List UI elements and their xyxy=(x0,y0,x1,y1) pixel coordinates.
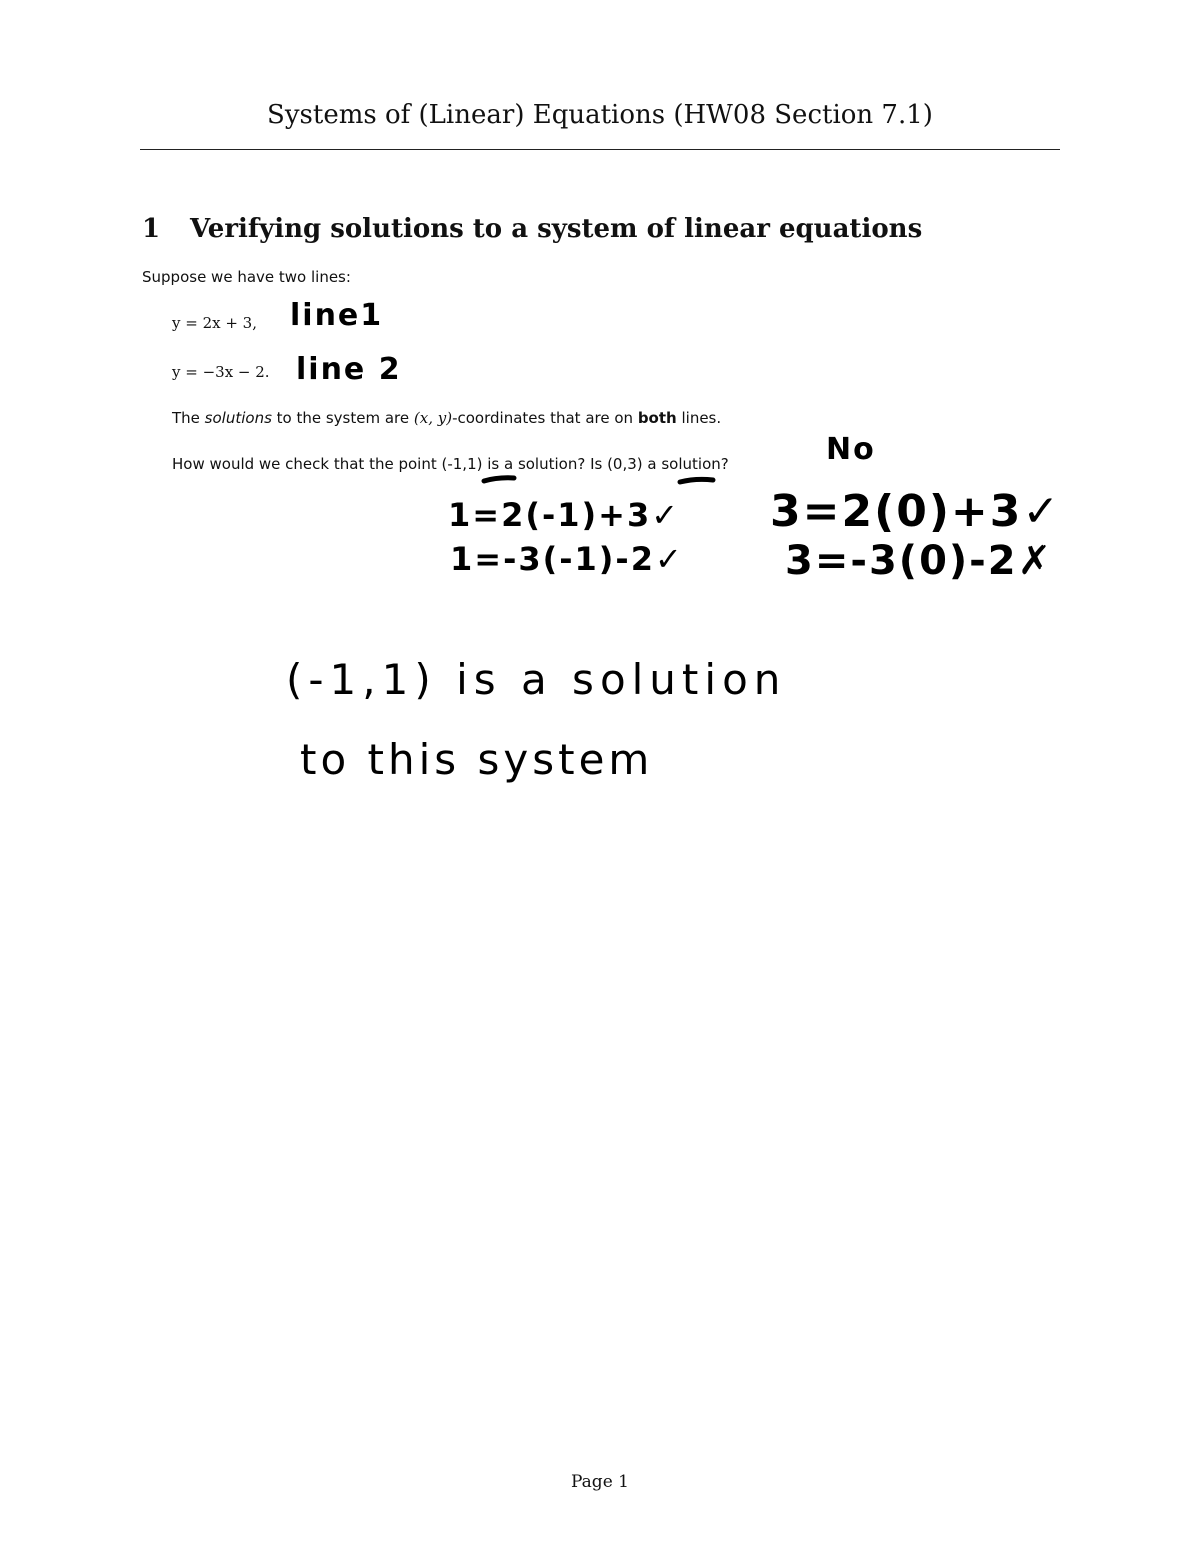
handwritten-check-a-1: 1=2(-1)+3✓ xyxy=(448,496,681,534)
handwritten-check-a-2: 1=-3(-1)-2✓ xyxy=(450,540,684,578)
page-header: Systems of (Linear) Equations (HW08 Section 7.1) xyxy=(267,100,933,130)
equation-line-2: y = −3x − 2. xyxy=(172,363,270,381)
section-number: 1 xyxy=(142,214,161,244)
underline-point-a xyxy=(484,478,514,481)
underline-point-b xyxy=(680,479,713,482)
solutions-def-em: solutions xyxy=(204,409,272,427)
solutions-def-end: lines. xyxy=(676,409,722,427)
solutions-def-after: -coordinates that are on xyxy=(452,409,638,427)
page-footer: Page 1 xyxy=(571,1472,629,1492)
intro-text: Suppose we have two lines: xyxy=(142,268,351,286)
solutions-def-mid: to the system are xyxy=(271,409,414,427)
solutions-def-bold: both xyxy=(637,409,677,427)
handwritten-answer-no: No xyxy=(826,432,876,467)
handwritten-label-line1: line1 xyxy=(290,298,384,333)
handwritten-conclusion-2: to this system xyxy=(300,735,654,784)
handwritten-check-b-1: 3=2(0)+3✓ xyxy=(770,486,1062,537)
solutions-def-math: (x, y) xyxy=(413,409,453,427)
header-rule xyxy=(140,149,1060,150)
handwritten-check-b-2: 3=-3(0)-2✗ xyxy=(785,538,1054,584)
question-text: How would we check that the point (-1,1) is a solution? Is (0,3) a solution? xyxy=(172,455,729,473)
handwritten-label-line2: line 2 xyxy=(296,352,402,387)
equation-line-1: y = 2x + 3, xyxy=(172,314,257,332)
section-heading xyxy=(142,214,922,244)
solutions-def-prefix: The xyxy=(172,409,205,427)
handwritten-conclusion-1: (-1,1) is a solution xyxy=(286,655,787,704)
section-title: Verifying solutions to a system of linear equations xyxy=(190,214,923,244)
solutions-definition xyxy=(172,409,721,427)
